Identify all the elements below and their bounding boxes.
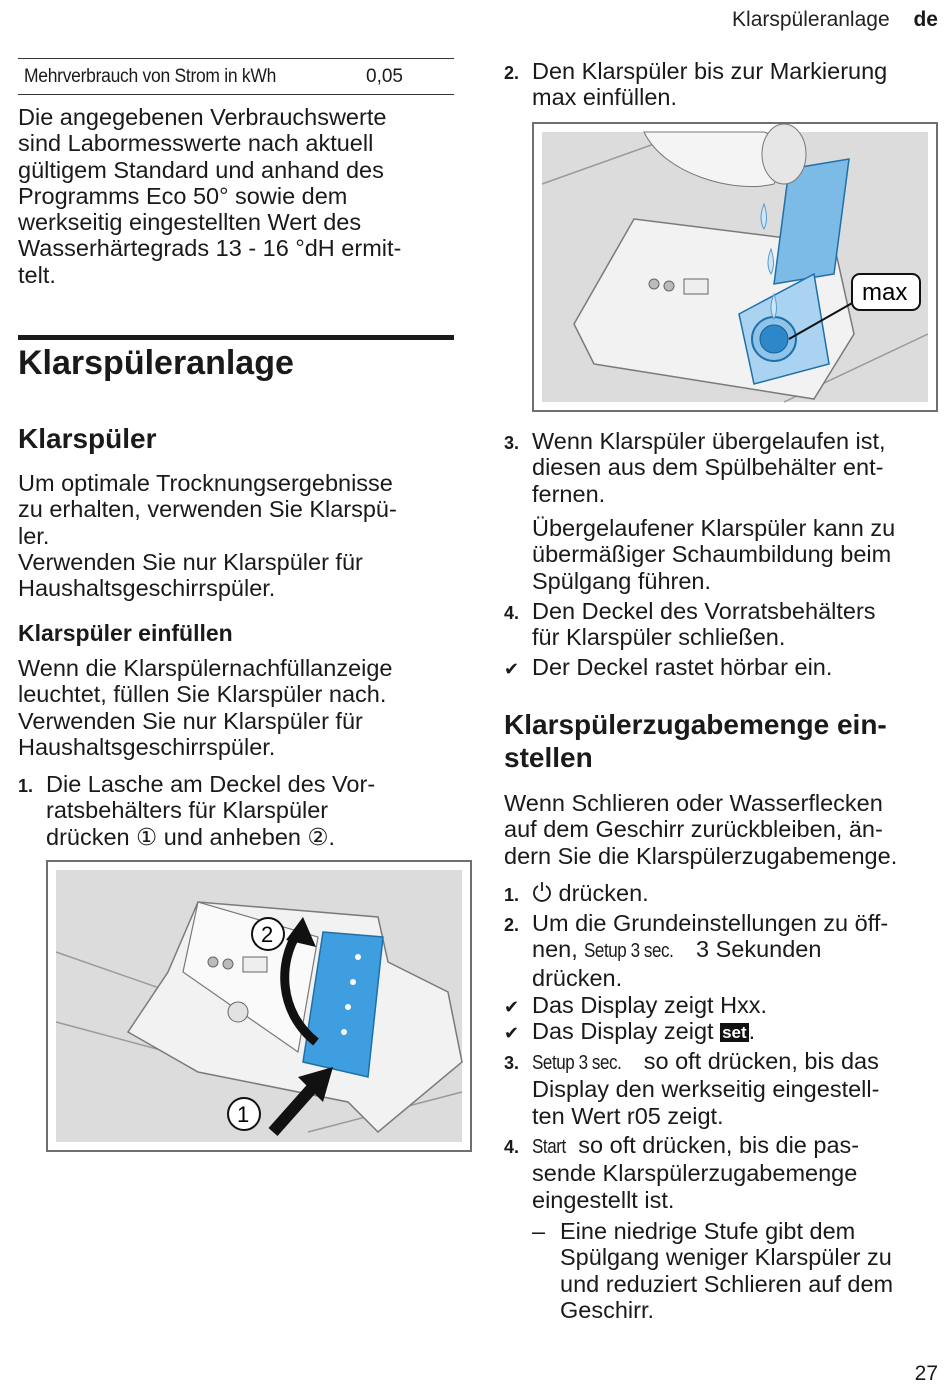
dosage-step-3 (504, 1048, 940, 1129)
step-number: 1. (504, 885, 520, 905)
text-line: Wenn Klarspüler übergelaufen ist, (532, 428, 886, 454)
text-line: dern Sie die Klarspülerzugabemenge. (504, 842, 898, 869)
set-display-badge: set (722, 1023, 747, 1042)
text-line: drücken ① und anheben ②. (46, 823, 336, 850)
text-line: ten Wert r05 zeigt. (532, 1102, 724, 1129)
text-line: so oft drücken, bis das (643, 1048, 879, 1074)
text-line: Um optimale Trocknungsergebnisse (18, 470, 393, 496)
text-line: Die angegebenen Verbrauchswerte (18, 104, 387, 130)
consumption-value: 0,05 (366, 66, 403, 87)
text-line: und reduziert Schlieren auf dem (560, 1270, 894, 1297)
result-text: Der Deckel rastet hörbar ein. (532, 654, 833, 680)
fill-max-illustration (534, 124, 936, 410)
text-line: ler. (18, 522, 50, 549)
main-heading: Klarspüleranlage (18, 344, 294, 382)
text-line: Übergelaufener Klarspüler kann zu (532, 515, 896, 541)
consumption-table (18, 58, 454, 95)
page-header (732, 8, 938, 32)
check-icon: ✔ (504, 997, 520, 1017)
text-line: leuchtet, füllen Sie Klarspüler nach. (18, 681, 387, 708)
text-line: auf dem Geschirr zurückbleiben, än- (504, 816, 883, 843)
text-line: drücken. (532, 964, 623, 991)
result-display-hxx (504, 992, 940, 1020)
power-icon (532, 881, 552, 908)
open-lid-illustration (48, 862, 470, 1150)
text-line: nen, (532, 936, 578, 963)
text-line: Um die Grundeinstellungen zu öff- (532, 910, 889, 936)
text-line: zu erhalten, verwenden Sie Klarspü- (18, 496, 397, 523)
text-line: Eine niedrige Stufe gibt dem (560, 1218, 856, 1244)
text-line: Programms Eco 50° sowie dem (18, 182, 348, 209)
text-line: drücken. (558, 880, 649, 906)
result-display-set (504, 1018, 940, 1046)
fig1-label-one: 1 (237, 1102, 250, 1127)
text-line: Wenn die Klarspülernachfüllanzeige (18, 655, 393, 681)
step-number: 3. (504, 433, 520, 453)
step-number: 2. (504, 915, 520, 935)
text-line: Den Deckel des Vorratsbehälters (532, 598, 876, 624)
text-line: Haushaltsgeschirrspüler. (18, 733, 276, 760)
fill-paragraph (18, 655, 393, 760)
text-line: diesen aus dem Spülbehälter ent- (532, 454, 884, 481)
text-line: werkseitig eingestellten Wert des (18, 209, 362, 236)
text-line: Den Klarspüler bis zur Markierung (532, 58, 888, 84)
dosage-step-1 (504, 880, 940, 908)
setup-key-label: Setup 3 sec. (532, 1052, 622, 1074)
heading-rule (18, 335, 454, 340)
step-number: 3. (504, 1053, 520, 1073)
text-line: stellen (504, 742, 593, 773)
check-icon: ✔ (504, 1023, 520, 1043)
page-number: 27 (914, 1362, 938, 1385)
text-line: übermäßiger Schaumbildung beim (532, 541, 892, 568)
step-2 (504, 58, 940, 111)
step-number: 2. (504, 63, 520, 83)
figure-open-lid (46, 860, 472, 1152)
fig1-label-two: 2 (261, 922, 274, 947)
text-line: für Klarspüler schließen. (532, 624, 786, 651)
result-text: Das Display zeigt Hxx. (532, 992, 768, 1018)
step-number: 1. (18, 776, 34, 796)
step-number: 4. (504, 603, 520, 623)
text-line: Das Display zeigt (532, 1018, 714, 1044)
text-line: so oft drücken, bis die pas- (578, 1132, 860, 1158)
text-line: sende Klarspülerzugabemenge (532, 1160, 858, 1187)
text-line: Wasserhärtegrads 13 - 16 °dH ermit- (18, 235, 402, 262)
figure-fill-max (532, 122, 938, 412)
text-line: Verwenden Sie nur Klarspüler für (18, 548, 363, 575)
consumption-label: Mehrverbrauch von Strom in kWh (24, 66, 277, 87)
subheading-fill: Klarspüler einfüllen (18, 620, 233, 646)
text-line: Geschirr. (560, 1296, 655, 1323)
text-line: Die Lasche am Deckel des Vor- (46, 771, 376, 797)
step-3 (504, 428, 940, 507)
rinse-aid-paragraph (18, 470, 397, 601)
text-line: ratsbehälters für Klarspüler (46, 797, 329, 824)
setup-key-label: Setup 3 sec. (584, 940, 674, 963)
header-language: de (913, 8, 938, 31)
text-line: max einfüllen. (532, 84, 677, 111)
text-line: . (748, 1018, 756, 1044)
text-line: Haushaltsgeschirrspüler. (18, 575, 276, 602)
text-line: Verwenden Sie nur Klarspüler für (18, 707, 363, 734)
text-line: Display den werkseitig eingestell- (532, 1076, 880, 1103)
dash-bullet: – (532, 1218, 546, 1244)
intro-paragraph (18, 104, 401, 288)
step-4 (504, 598, 940, 651)
dosage-step-4 (504, 1132, 940, 1213)
step-number: 4. (504, 1137, 520, 1157)
text-line: Klarspülerzugabemenge ein- (504, 709, 887, 740)
fig2-max-label: max (862, 279, 908, 306)
check-icon: ✔ (504, 659, 520, 679)
dosage-paragraph (504, 790, 897, 869)
text-line: Wenn Schlieren oder Wasserflecken (504, 790, 883, 816)
text-line: gültigem Standard und anhand des (18, 156, 384, 183)
section-heading-dosage (504, 708, 887, 774)
text-line: 3 Sekunden (696, 936, 822, 963)
text-line: sind Labormesswerte nach aktuell (18, 130, 374, 157)
start-key-label: Start (532, 1136, 566, 1158)
dosage-step-2 (504, 910, 940, 991)
text-line: Spülgang weniger Klarspüler zu (560, 1244, 892, 1271)
step-1 (18, 771, 454, 850)
text-line: eingestellt ist. (532, 1186, 675, 1213)
text-line: telt. (18, 261, 56, 288)
text-line: fernen. (532, 480, 606, 507)
header-section-title: Klarspüleranlage (732, 8, 890, 31)
text-line: Spülgang führen. (532, 567, 712, 594)
result-lid-click (504, 654, 940, 682)
section-heading-klarspueler: Klarspüler (18, 423, 157, 454)
